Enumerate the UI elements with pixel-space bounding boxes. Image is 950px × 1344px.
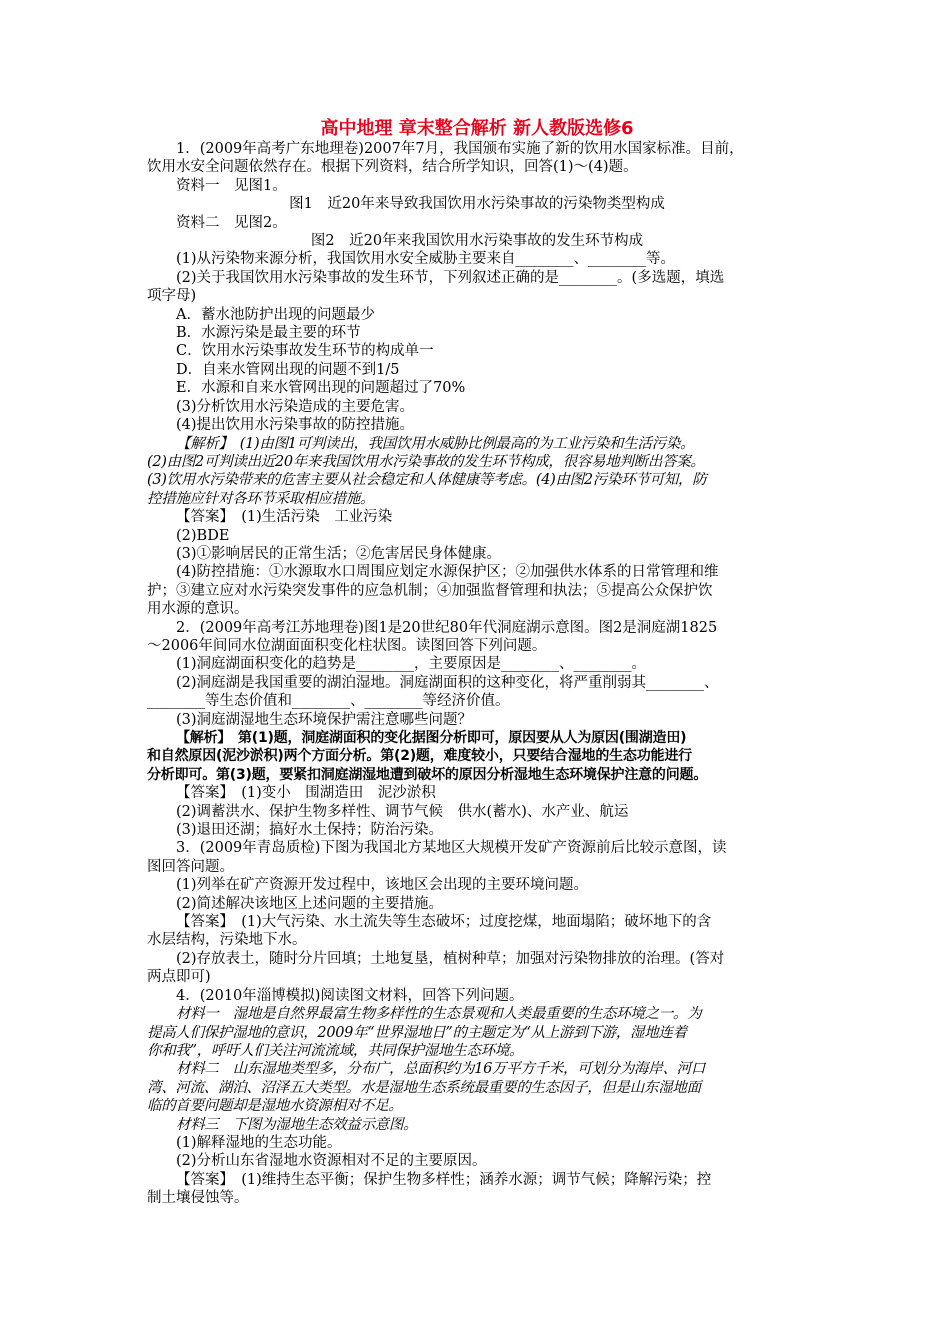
text-line: (4)提出饮用水污染事故的防控措施。 xyxy=(176,417,415,434)
text-line: (3)洞庭湖湿地生态环境保护需注意哪些问题？ xyxy=(176,711,473,728)
text-line: B．水源污染是最主要的环节 xyxy=(176,325,361,342)
text-line: (3)分析饮用水污染造成的主要危害。 xyxy=(176,398,415,415)
document-page xyxy=(147,118,807,1208)
text-line: (3)饮用水污染带来的危害主要从社会稳定和人体健康等考虑。(4)由图2污染环节可知，防 xyxy=(147,472,707,489)
text-line: (2)调蓄洪水、保护生物多样性、调节气候 供水(蓄水)、水产业、航运 xyxy=(176,803,629,820)
text-line: 【答案】 (1)维持生态平衡；保护生物多样性；涵养水源；调节气候；降解污染；控 xyxy=(176,1171,712,1188)
text-line: ～2006年间同水位湖面面积变化柱状图。读图回答下列问题。 xyxy=(147,637,547,654)
text-line: A．蓄水池防护出现的问题最少 xyxy=(176,306,375,323)
text-line: (2)简述解决该地区上述问题的主要措施。 xyxy=(176,895,444,912)
text-line: 水层结构，污染地下水。 xyxy=(147,932,307,949)
text-line: 两点即可) xyxy=(147,969,211,986)
text-line: 提高人们保护湿地的意识，2009年“世界湿地日”的主题定为“从上游到下游，湿地连着 xyxy=(147,1024,687,1041)
text-line: 3．(2009年青岛质检)下图为我国北方某地区大规模开发矿产资源前后比较示意图，读 xyxy=(176,840,727,857)
text-line: 资料一 见图1。 xyxy=(176,177,287,194)
text-line: 湾、河流、湖泊、沼泽五大类型。水是湿地生态系统最重要的生态因子，但是山东湿地面 xyxy=(147,1079,701,1096)
text-line: 【答案】 (1)大气污染、水土流失等生态破坏；过度挖煤，地面塌陷；破坏地下的含 xyxy=(176,914,712,931)
text-line: 材料二 山东湿地类型多，分布广，总面积约为16万平方千米，可划分为海岸、河口 xyxy=(176,1061,706,1078)
text-line: 材料一 湿地是自然界最富生物多样性的生态景观和人类最重要的生态环境之一。为 xyxy=(176,1006,702,1023)
text-line: ________等生态价值和________、________等经济价值。 xyxy=(147,693,510,710)
text-line: 临的首要问题却是湿地水资源相对不足。 xyxy=(147,1098,403,1115)
document-title: 高中地理 章末整合解析 新人教版选修6 xyxy=(320,118,634,139)
text-line: E．水源和自来水管网出现的问题超过了70% xyxy=(176,380,466,397)
text-line: 护；③建立应对水污染突发事件的应急机制；④加强监督管理和执法；⑤提高公众保护饮 xyxy=(147,582,713,599)
text-line: 你和我”，呼吁人们关注河流流域，共同保护湿地生态环境。 xyxy=(147,1042,524,1059)
text-line: 分析即可。第(3)题，要紧扣洞庭湖湿地遭到破坏的原因分析湿地生态环境保护注意的问题。 xyxy=(147,766,708,783)
document-body xyxy=(147,140,807,1208)
text-line: (1)解释湿地的生态功能。 xyxy=(176,1134,342,1151)
text-line: 【解析】 第(1)题，洞庭湖面积的变化据图分析即可，原因要从人为原因(围湖造田) xyxy=(176,730,687,746)
text-line: 项字母) xyxy=(147,288,197,305)
text-line: 1．(2009年高考广东地理卷)2007年7月，我国颁布实施了新的饮用水国家标准。目前， xyxy=(176,141,744,157)
text-line: 4．(2010年淄博模拟)阅读图文材料，回答下列问题。 xyxy=(176,987,524,1004)
text-line: (3)退田还湖；搞好水土保持；防治污染。 xyxy=(176,822,444,839)
text-line: 控措施应针对各环节采取相应措施。 xyxy=(147,490,375,507)
text-line: 资料二 见图2。 xyxy=(176,214,287,231)
text-line: (2)由图2可判读出近20年来我国饮用水污染事故的发生环节构成，很容易地判断出答案。 xyxy=(147,453,705,470)
text-line: 图2 近20年来我国饮用水污染事故的发生环节构成 xyxy=(310,233,644,250)
text-line: D．自来水管网出现的问题不到1/5 xyxy=(176,361,400,378)
text-line: 和自然原因(泥沙淤积)两个方面分析。第(2)题，难度较小，只要结合湿地的生态功能进行 xyxy=(147,748,692,765)
text-line: (4)防控措施：①水源取水口周围应划定水源保护区；②加强供水体系的日常管理和维 xyxy=(176,564,719,581)
text-line: 图回答问题。 xyxy=(147,858,234,875)
text-line: 2．(2009年高考江苏地理卷)图1是20世纪80年代洞庭湖示意图。图2是洞庭湖1825 xyxy=(176,619,718,636)
text-line: (1)洞庭湖面积变化的趋势是________，主要原因是________、________。 xyxy=(176,656,647,673)
text-line: (2)BDE xyxy=(176,527,230,544)
text-line: 制土壤侵蚀等。 xyxy=(147,1190,249,1207)
text-line: (2)存放表土，随时分片回填；土地复垦，植树种草；加强对污染物排放的治理。(答对 xyxy=(176,950,725,967)
text-line: 【答案】 (1)生活污染 工业污染 xyxy=(176,509,393,526)
text-line: 【解析】 (1)由图1可判读出，我国饮用水威胁比例最高的为工业污染和生活污染。 xyxy=(176,435,695,452)
text-line: (1)从污染物来源分析，我国饮用水安全威胁主要来自________、________等。 xyxy=(176,251,676,268)
text-line: 材料三 下图为湿地生态效益示意图。 xyxy=(176,1116,418,1133)
text-line: (2)分析山东省湿地水资源相对不足的主要原因。 xyxy=(176,1153,487,1170)
text-line: C．饮用水污染事故发生环节的构成单一 xyxy=(176,343,434,360)
text-line: 图1 近20年来导致我国饮用水污染事故的污染物类型构成 xyxy=(289,196,665,213)
text-line: (2)洞庭湖是我国重要的湖泊湿地。洞庭湖面积的这种变化，将严重削弱其________、 xyxy=(176,674,719,691)
text-line: (2)关于我国饮用水污染事故的发生环节，下列叙述正确的是________。(多选题，填选 xyxy=(176,269,725,286)
text-line: 用水源的意识。 xyxy=(147,601,249,618)
text-line: 饮用水安全问题依然存在。根据下列资料，结合所学知识，回答(1)～(4)题。 xyxy=(147,159,638,176)
text-line: (1)列举在矿产资源开发过程中，该地区会出现的主要环境问题。 xyxy=(176,877,589,894)
text-line: (3)①影响居民的正常生活；②危害居民身体健康。 xyxy=(176,545,502,562)
text-line: 【答案】 (1)变小 围湖造田 泥沙淤积 xyxy=(176,785,436,802)
